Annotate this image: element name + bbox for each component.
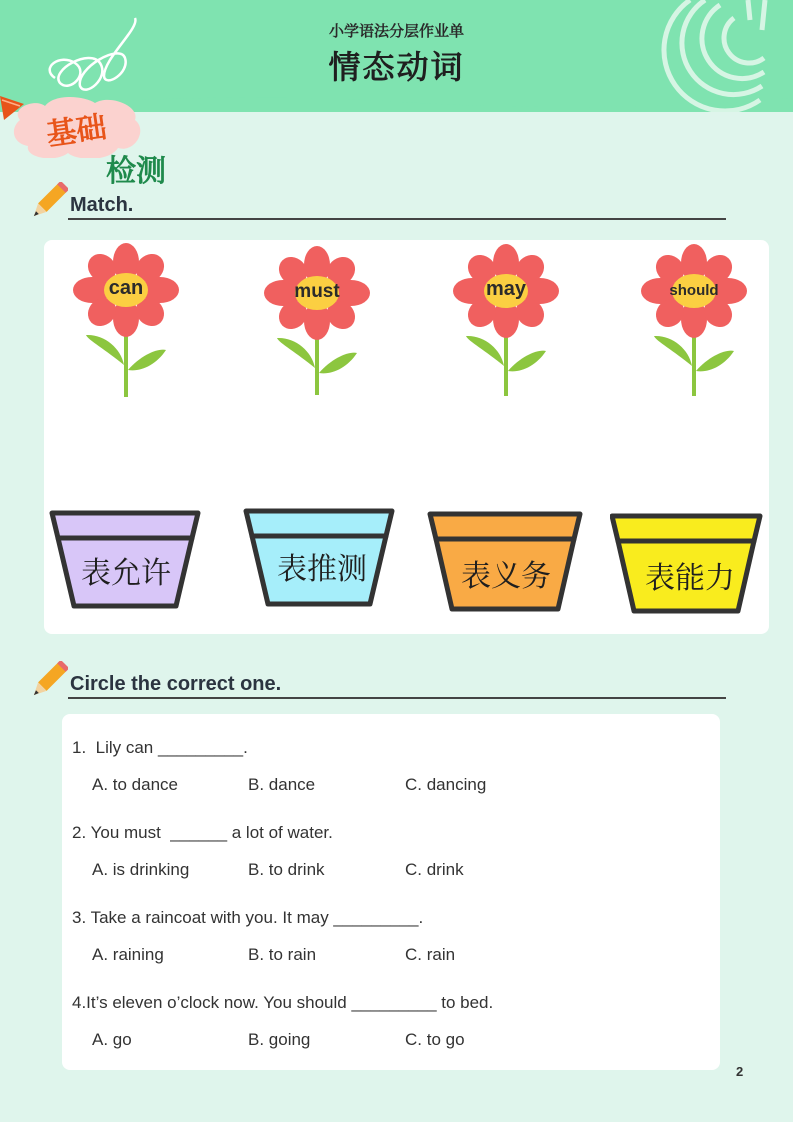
option-4c[interactable]: C. to go bbox=[405, 1030, 465, 1049]
section-circle-heading bbox=[28, 661, 728, 701]
question-2: 2. You must ______ a lot of water. bbox=[72, 823, 333, 842]
pot-label: 表能力 bbox=[645, 562, 735, 595]
flower-icon bbox=[446, 241, 566, 401]
pot-label: 表义务 bbox=[461, 560, 551, 593]
pot-permission[interactable] bbox=[46, 510, 206, 620]
worksheet-title: 情态动词 bbox=[328, 49, 465, 85]
section-circle-label: Circle the correct one. bbox=[70, 673, 282, 695]
flower-word: may bbox=[485, 278, 527, 300]
questions-card bbox=[62, 714, 720, 1070]
badge-level: 基础 bbox=[44, 110, 109, 152]
pencil-icon bbox=[28, 661, 68, 701]
option-1a[interactable]: A. to dance bbox=[92, 775, 179, 794]
option-1c[interactable]: C. dancing bbox=[405, 775, 487, 794]
flower-should[interactable] bbox=[634, 241, 754, 401]
pot-obligation[interactable] bbox=[426, 511, 586, 621]
option-2c[interactable]: C. drink bbox=[405, 860, 464, 879]
worksheet-subtitle: 小学语法分层作业单 bbox=[328, 23, 464, 40]
option-2b[interactable]: B. to drink bbox=[248, 860, 325, 879]
badge-subtitle: 检测 bbox=[106, 155, 166, 188]
section-divider bbox=[68, 697, 726, 699]
flower-icon bbox=[66, 240, 186, 400]
section-match-label: Match. bbox=[70, 194, 134, 216]
option-3b[interactable]: B. to rain bbox=[248, 945, 317, 964]
flower-word: can bbox=[108, 277, 144, 299]
pot-speculation[interactable] bbox=[242, 508, 402, 618]
pot-label: 表推测 bbox=[277, 553, 367, 586]
flower-may[interactable] bbox=[446, 241, 566, 401]
flower-icon bbox=[257, 243, 377, 403]
question-1: 1. Lily can _________. bbox=[72, 738, 248, 757]
flower-must[interactable] bbox=[257, 243, 377, 403]
question-4: 4.It’s eleven o’clock now. You should _________ to bed. bbox=[72, 993, 494, 1012]
option-4a[interactable]: A. go bbox=[92, 1030, 132, 1049]
section-match-heading bbox=[28, 182, 728, 222]
option-2a[interactable]: A. is drinking bbox=[92, 860, 190, 879]
option-3a[interactable]: A. raining bbox=[92, 945, 164, 964]
flower-icon bbox=[634, 241, 754, 401]
flower-can[interactable] bbox=[66, 240, 186, 400]
flower-word: must bbox=[294, 281, 340, 302]
option-3c[interactable]: C. rain bbox=[405, 945, 456, 964]
section-divider bbox=[68, 218, 726, 220]
pot-label: 表允许 bbox=[81, 557, 171, 590]
question-3: 3. Take a raincoat with you. It may _________. bbox=[72, 908, 424, 927]
pot-ability[interactable] bbox=[610, 513, 770, 623]
option-1b[interactable]: B. dance bbox=[248, 775, 316, 794]
option-4b[interactable]: B. going bbox=[248, 1030, 311, 1049]
pencil-icon bbox=[28, 182, 68, 222]
match-card bbox=[44, 240, 769, 634]
flower-word: should bbox=[669, 282, 719, 299]
page-number: 2 bbox=[736, 1064, 744, 1079]
